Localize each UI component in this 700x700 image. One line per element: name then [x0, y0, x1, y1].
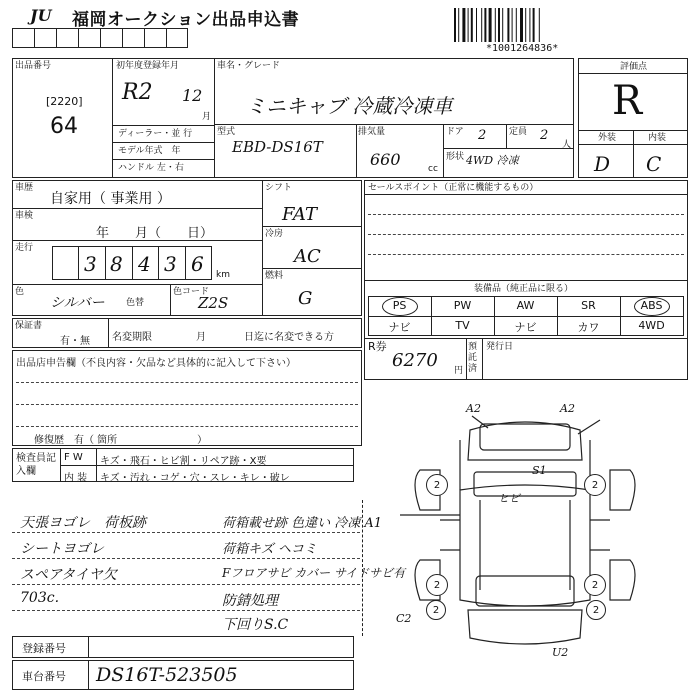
exterior-value: D: [594, 152, 611, 176]
aircon-label: 冷房: [265, 229, 284, 239]
barcode-bar: [502, 8, 503, 42]
capacity-label: 定員: [509, 127, 528, 137]
barcode-number: *1001264836*: [486, 43, 559, 54]
vehicle-name-label: 車名・グレード: [217, 61, 281, 71]
equipment-grid: [368, 296, 684, 336]
barcode-bar: [498, 8, 500, 42]
barcode-bar: [454, 8, 456, 42]
note-5: 荷箱載せ跡 色違い 冷凍 A1: [222, 516, 383, 531]
barcode-bar: [507, 8, 509, 42]
note-7: Fフロアサビ カバー サイドサビ有: [222, 566, 406, 580]
usage-label: 車歴: [15, 183, 34, 193]
barcode-bar: [471, 8, 473, 42]
capacity-unit: 人: [562, 140, 572, 150]
mark-side-l: 2: [426, 600, 446, 620]
grade-value: R: [612, 78, 643, 124]
vehicle-name-value: ミニキャブ 冷蔵冷凍車: [246, 94, 453, 118]
fw-label: F W: [64, 452, 83, 463]
mark-wheel-rl: 2: [426, 574, 448, 596]
barcode-bar: [484, 8, 486, 42]
barcode: [452, 8, 582, 42]
barcode-bar: [529, 8, 530, 42]
recycle-label: R券: [368, 340, 387, 353]
equipment-abs: ABS: [640, 299, 663, 312]
rename-note: 日迄に名変できる方: [244, 332, 334, 343]
circle-mark-icon: [382, 297, 418, 316]
mark-rear-left: C2: [396, 612, 412, 625]
registration-era: R2: [122, 80, 153, 105]
equipment-pw: PW: [453, 299, 472, 312]
model-value: EBD-DS16T: [232, 138, 323, 156]
color-value: シルバー: [50, 295, 105, 311]
inspector-label: 検査員記入欄: [16, 453, 56, 477]
circle-mark-icon: [634, 297, 670, 316]
note-9: 下回りS.C: [222, 617, 289, 633]
mark-wheel-fl: 2: [426, 474, 448, 496]
warranty-label: 保証書: [15, 321, 43, 331]
barcode-bar: [481, 8, 482, 42]
mark-wheel-fr: 2: [584, 474, 606, 496]
barcode-bar: [525, 8, 526, 42]
mileage-label: 走行: [15, 243, 34, 253]
mileage-digit-6: 6: [191, 252, 204, 276]
recycle-unit: 円: [454, 366, 464, 376]
capacity-value: 2: [540, 128, 549, 143]
logo-text: JU: [30, 6, 52, 25]
mileage-unit: km: [216, 270, 230, 280]
lot-label: 出品番号: [15, 61, 52, 71]
equipment-ps: PS: [392, 299, 407, 312]
barcode-bar: [495, 8, 496, 42]
aircon-value: AC: [294, 246, 321, 267]
inspection-label: 車検: [15, 211, 34, 221]
displacement-unit: cc: [428, 164, 438, 174]
note-2: シートヨゴレ: [20, 541, 104, 557]
usage-value: 自家用（ 事業用 ）: [50, 191, 171, 207]
mileage-digits: [52, 246, 212, 280]
color-change-label: 色替: [126, 298, 145, 308]
mileage-digit-4: 4: [138, 252, 151, 276]
mileage-digit-5: 3: [164, 252, 177, 276]
header-id-cells: [12, 28, 188, 48]
lot-sub-number: [2220]: [46, 95, 83, 108]
equipment-tv: TV: [455, 319, 470, 332]
interior-label: 内装: [648, 133, 667, 143]
mark-roof: S1: [532, 464, 547, 477]
barcode-bar: [520, 8, 523, 42]
car-outline-icon: [400, 400, 650, 660]
registration-month-unit: 月: [202, 112, 212, 122]
handle-side: ハンドル 左・右: [118, 163, 184, 173]
mark-side-r: 2: [586, 600, 606, 620]
barcode-bar: [458, 8, 459, 42]
equipment-leather: カワ: [577, 321, 600, 334]
recycle-deposit-label: 預託済: [468, 342, 478, 374]
shift-value: FAT: [282, 204, 317, 225]
car-damage-diagram: [396, 400, 650, 660]
shape-label: 形状: [446, 152, 465, 162]
chassis-value: DS16T-523505: [96, 664, 238, 686]
warranty-value: 有・無: [60, 336, 90, 347]
equipment-aw: AW: [516, 299, 535, 312]
equipment-nav: ナビ: [514, 321, 537, 334]
sales-point-label: セールスポイント（正常に機能するもの）: [368, 183, 539, 193]
model-year: モデル年式 年: [118, 146, 181, 156]
interior-check-items: キズ・汚れ・コゲ・穴・スレ・キレ・破レ: [100, 473, 290, 484]
barcode-bar: [476, 8, 477, 42]
registration-month: 12: [182, 86, 203, 105]
equipment-nav-circled: ナビ: [388, 321, 411, 334]
recycle-value: 6270: [392, 350, 438, 371]
lot-number: 64: [50, 114, 78, 139]
interior-check-label: 内 装: [64, 473, 88, 484]
remarks-label: 出品店申告欄（不良内容・欠品など具体的に記入して下さい）: [16, 358, 296, 369]
repair-history: 修復歴 有（ 箇所 ）: [34, 435, 208, 446]
displacement-value: 660: [370, 150, 401, 169]
mark-front-right: A2: [560, 402, 575, 415]
inspection-value: 年 月（ 日）: [96, 226, 214, 241]
doors-value: 2: [478, 128, 487, 143]
barcode-bar: [516, 8, 517, 42]
mark-crack: ヒビ: [498, 492, 520, 505]
plate-label: 登録番号: [22, 642, 66, 655]
note-4: 703c.: [20, 590, 60, 606]
mileage-digit-2: 3: [84, 252, 97, 276]
barcode-bar: [468, 8, 469, 42]
fuel-label: 燃料: [265, 271, 284, 281]
mileage-digit-3: 8: [110, 252, 123, 276]
equipment-sr: SR: [581, 299, 596, 312]
color-code-label: 色コード: [173, 287, 210, 297]
mark-rear: U2: [552, 646, 569, 659]
fw-items: キズ・飛石・ヒビ割・リペア跡・X要: [100, 456, 267, 467]
recycle-date-label: 発行日: [486, 342, 514, 352]
interior-value: C: [646, 152, 662, 176]
model-label: 型式: [217, 127, 236, 137]
registration-label: 初年度登録年月: [116, 61, 180, 71]
chassis-label: 車台番号: [22, 670, 66, 683]
note-8: 防錆処理: [222, 593, 278, 609]
note-3: スペアタイヤ欠: [20, 567, 117, 583]
ju-logo: [30, 6, 70, 24]
form-title: 福岡オークション出品申込書: [72, 10, 300, 30]
mark-wheel-rr: 2: [584, 574, 606, 596]
deadline-unit: 月: [196, 332, 206, 343]
exterior-label: 外装: [598, 133, 617, 143]
deadline-label: 名変期限: [112, 332, 152, 343]
barcode-bar: [533, 8, 535, 42]
mark-front-left: A2: [466, 402, 481, 415]
doors-label: ドア: [446, 127, 464, 137]
color-code-value: Z2S: [198, 294, 229, 312]
fuel-value: G: [298, 288, 313, 309]
equipment-4wd: 4WD: [638, 319, 665, 332]
note-6: 荷箱キズ ヘコミ: [222, 542, 317, 557]
dealer-type: ディーラー・並 行: [118, 129, 193, 139]
shape-value: 4WD 冷凍: [466, 154, 519, 167]
barcode-bar: [462, 8, 465, 42]
barcode-bar: [539, 8, 540, 42]
color-label: 色: [15, 287, 25, 297]
equipment-label: 装備品（純正品に限る）: [474, 284, 574, 294]
shift-label: シフト: [265, 183, 293, 193]
barcode-icon: [452, 8, 582, 42]
displacement-label: 排気量: [358, 127, 386, 137]
barcode-bar: [512, 8, 513, 42]
note-1: 天張ヨゴレ 荷板跡: [20, 515, 146, 531]
grade-label: 評価点: [620, 62, 648, 72]
barcode-bar: [489, 8, 492, 42]
